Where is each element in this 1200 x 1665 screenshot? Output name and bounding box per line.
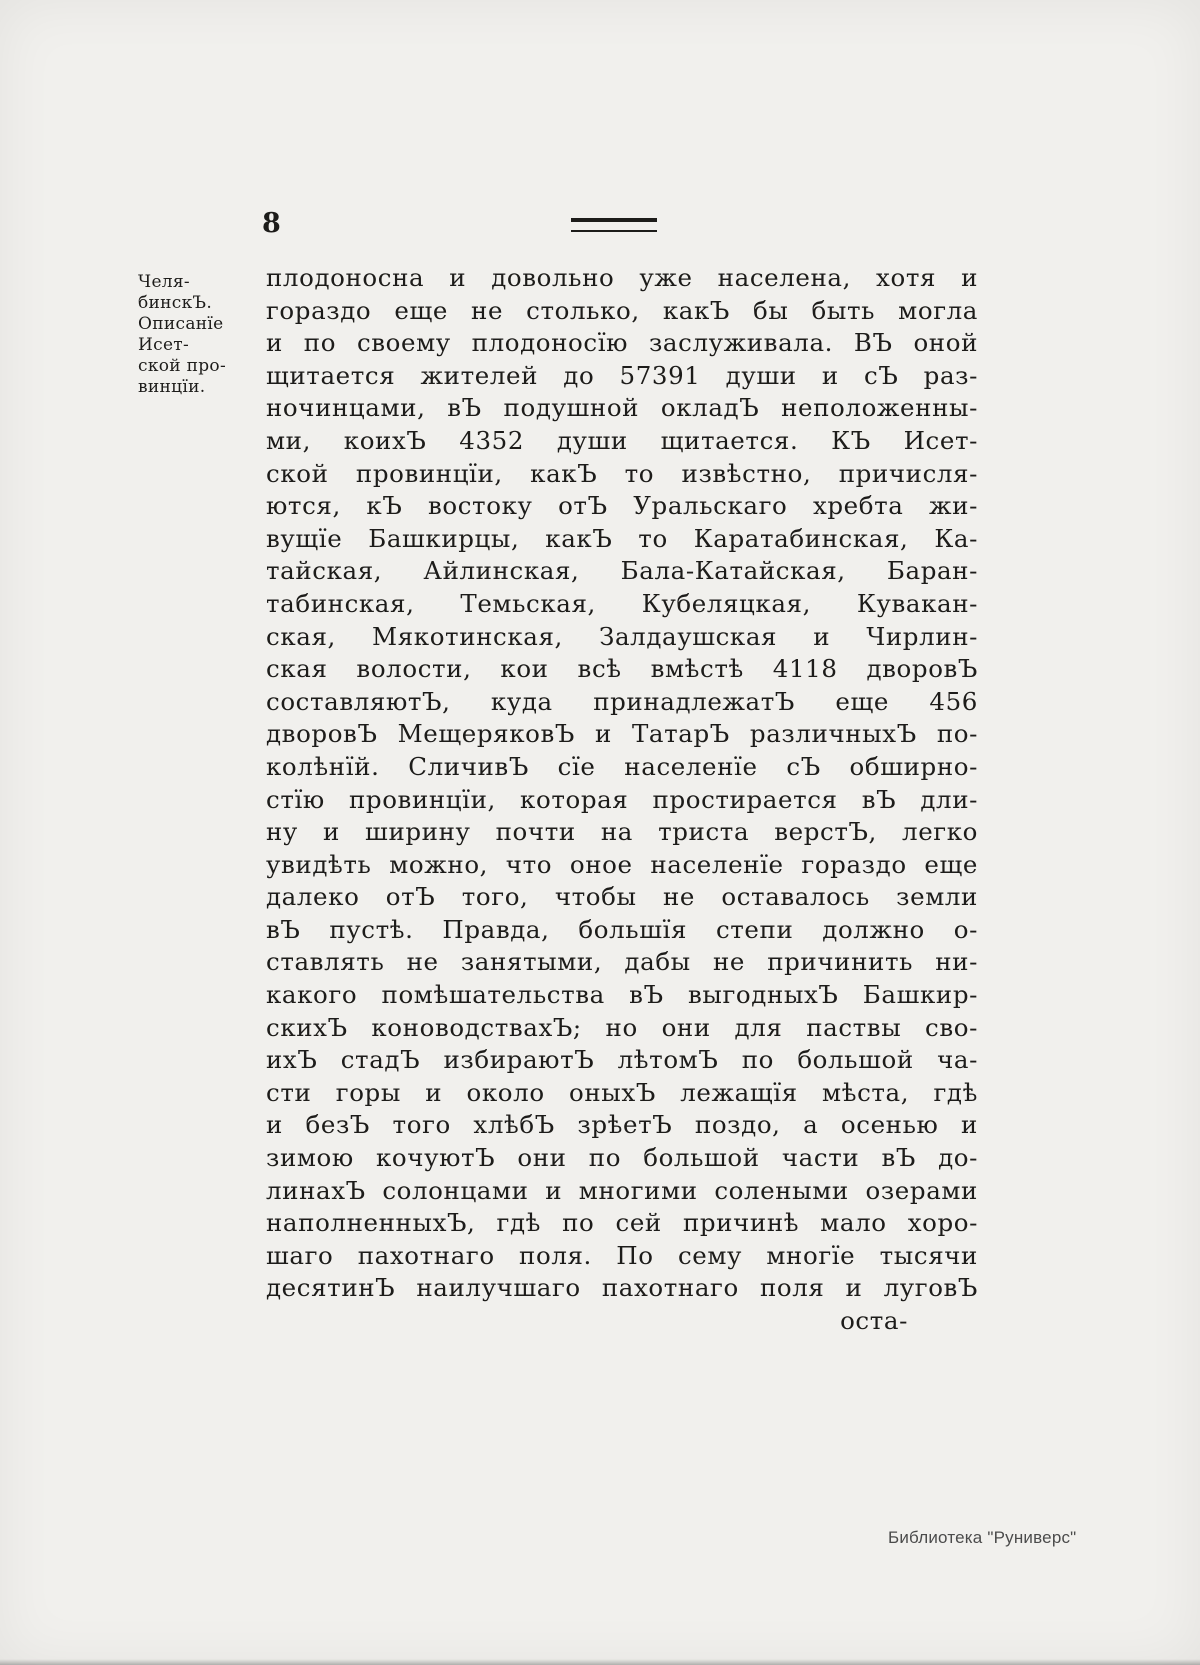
text-line: и по своему плодоносїю заслуживала. ВЪ оной xyxy=(266,328,978,358)
text-line: дворовЪ МещеряковЪ и ТатарЪ различныхЪ по- xyxy=(266,719,978,749)
text-line: увидѣть можно, что оное населенїе гораздо еще xyxy=(266,849,978,879)
text-line: ской провинцїи, какЪ то извѣстно, причисля- xyxy=(266,458,978,488)
text-line: стїю провинцїи, которая простирается вЪ дли- xyxy=(266,784,978,814)
text-line: щитается жителей до 57391 души и сЪ раз- xyxy=(266,360,978,390)
text-line: ихЪ стадЪ избираютЪ лѣтомЪ по большой ча- xyxy=(266,1045,978,1075)
text-line: ми, коихЪ 4352 души щитается. КЪ Исет- xyxy=(266,425,978,455)
text-line: далеко отЪ того, чтобы не оставалось земли xyxy=(266,882,978,912)
text-line: какого помѣшательства вЪ выгодныхЪ Башкир- xyxy=(266,980,978,1010)
text-line: ются, кЪ востоку отЪ Уральскаго хребта жи- xyxy=(266,491,978,521)
margin-note-line: ской про- xyxy=(138,356,227,376)
text-line: ночинцами, вЪ подушной окладЪ неположенны- xyxy=(266,393,978,423)
text-line: ская волости, кои всѣ вмѣстѣ 4118 дворовЪ xyxy=(266,654,978,684)
text-line: и безЪ того хлѣбЪ зрѣетЪ поздо, а осенью и xyxy=(266,1110,978,1140)
margin-note xyxy=(138,272,266,398)
text-line: ставлять не занятыми, дабы не причинить ни- xyxy=(266,947,978,977)
margin-note-line: Исет- xyxy=(138,335,190,355)
text-line: ская, Мякотинская, Залдаушская и Чирлин- xyxy=(266,621,978,651)
text-line: скихЪ коноводствахЪ; но они для паствы сво- xyxy=(266,1012,978,1042)
margin-note-line: Челя- xyxy=(138,272,190,292)
body-text xyxy=(266,262,978,1338)
text-line: шаго пахотнаго поля. По сему многїе тысячи xyxy=(266,1240,978,1270)
margin-note-line: бинскЪ. xyxy=(138,293,213,313)
text-line: вЪ пустѣ. Правда, большїя степи должно о- xyxy=(266,914,978,944)
catchword: оста- xyxy=(840,1306,908,1335)
text-line: табинская, Темьская, Кубеляцкая, Кувакан- xyxy=(266,588,978,618)
text-line: тайская, Айлинская, Бала-Катайская, Баран- xyxy=(266,556,978,586)
text-line: наполненныхЪ, гдѣ по сей причинѣ мало хоро- xyxy=(266,1208,978,1238)
page-number: 8 xyxy=(262,208,282,239)
text-line: сти горы и около оныхЪ лежащїя мѣста, гдѣ xyxy=(266,1077,978,1107)
library-watermark: Библиотека "Руниверс" xyxy=(888,1528,1077,1547)
text-line: плодоносна и довольно уже населена, хотя и xyxy=(266,263,978,292)
text-line: колѣнїй. СличивЪ сїе населенїе сЪ обширно- xyxy=(266,751,978,781)
text-line: линахЪ солонцами и многими солеными озерами xyxy=(266,1175,978,1205)
text-line: вущїе Башкирцы, какЪ то Каратабинская, Ка- xyxy=(266,523,978,553)
text-line: зимою кочуютЪ они по большой части вЪ до- xyxy=(266,1143,978,1173)
margin-note-line: винцїи. xyxy=(138,377,206,397)
text-line: ну и ширину почти на триста верстЪ, легко xyxy=(266,817,978,847)
margin-note-line: Описанїе xyxy=(138,314,224,334)
header-rule xyxy=(571,218,657,232)
text-line: гораздо еще не столько, какЪ бы быть могла xyxy=(266,295,978,325)
text-line: десятинЪ наилучшаго пахотнаго поля и луговЪ xyxy=(266,1273,978,1303)
text-line: составляютЪ, куда принадлежатЪ еще 456 xyxy=(266,686,978,716)
